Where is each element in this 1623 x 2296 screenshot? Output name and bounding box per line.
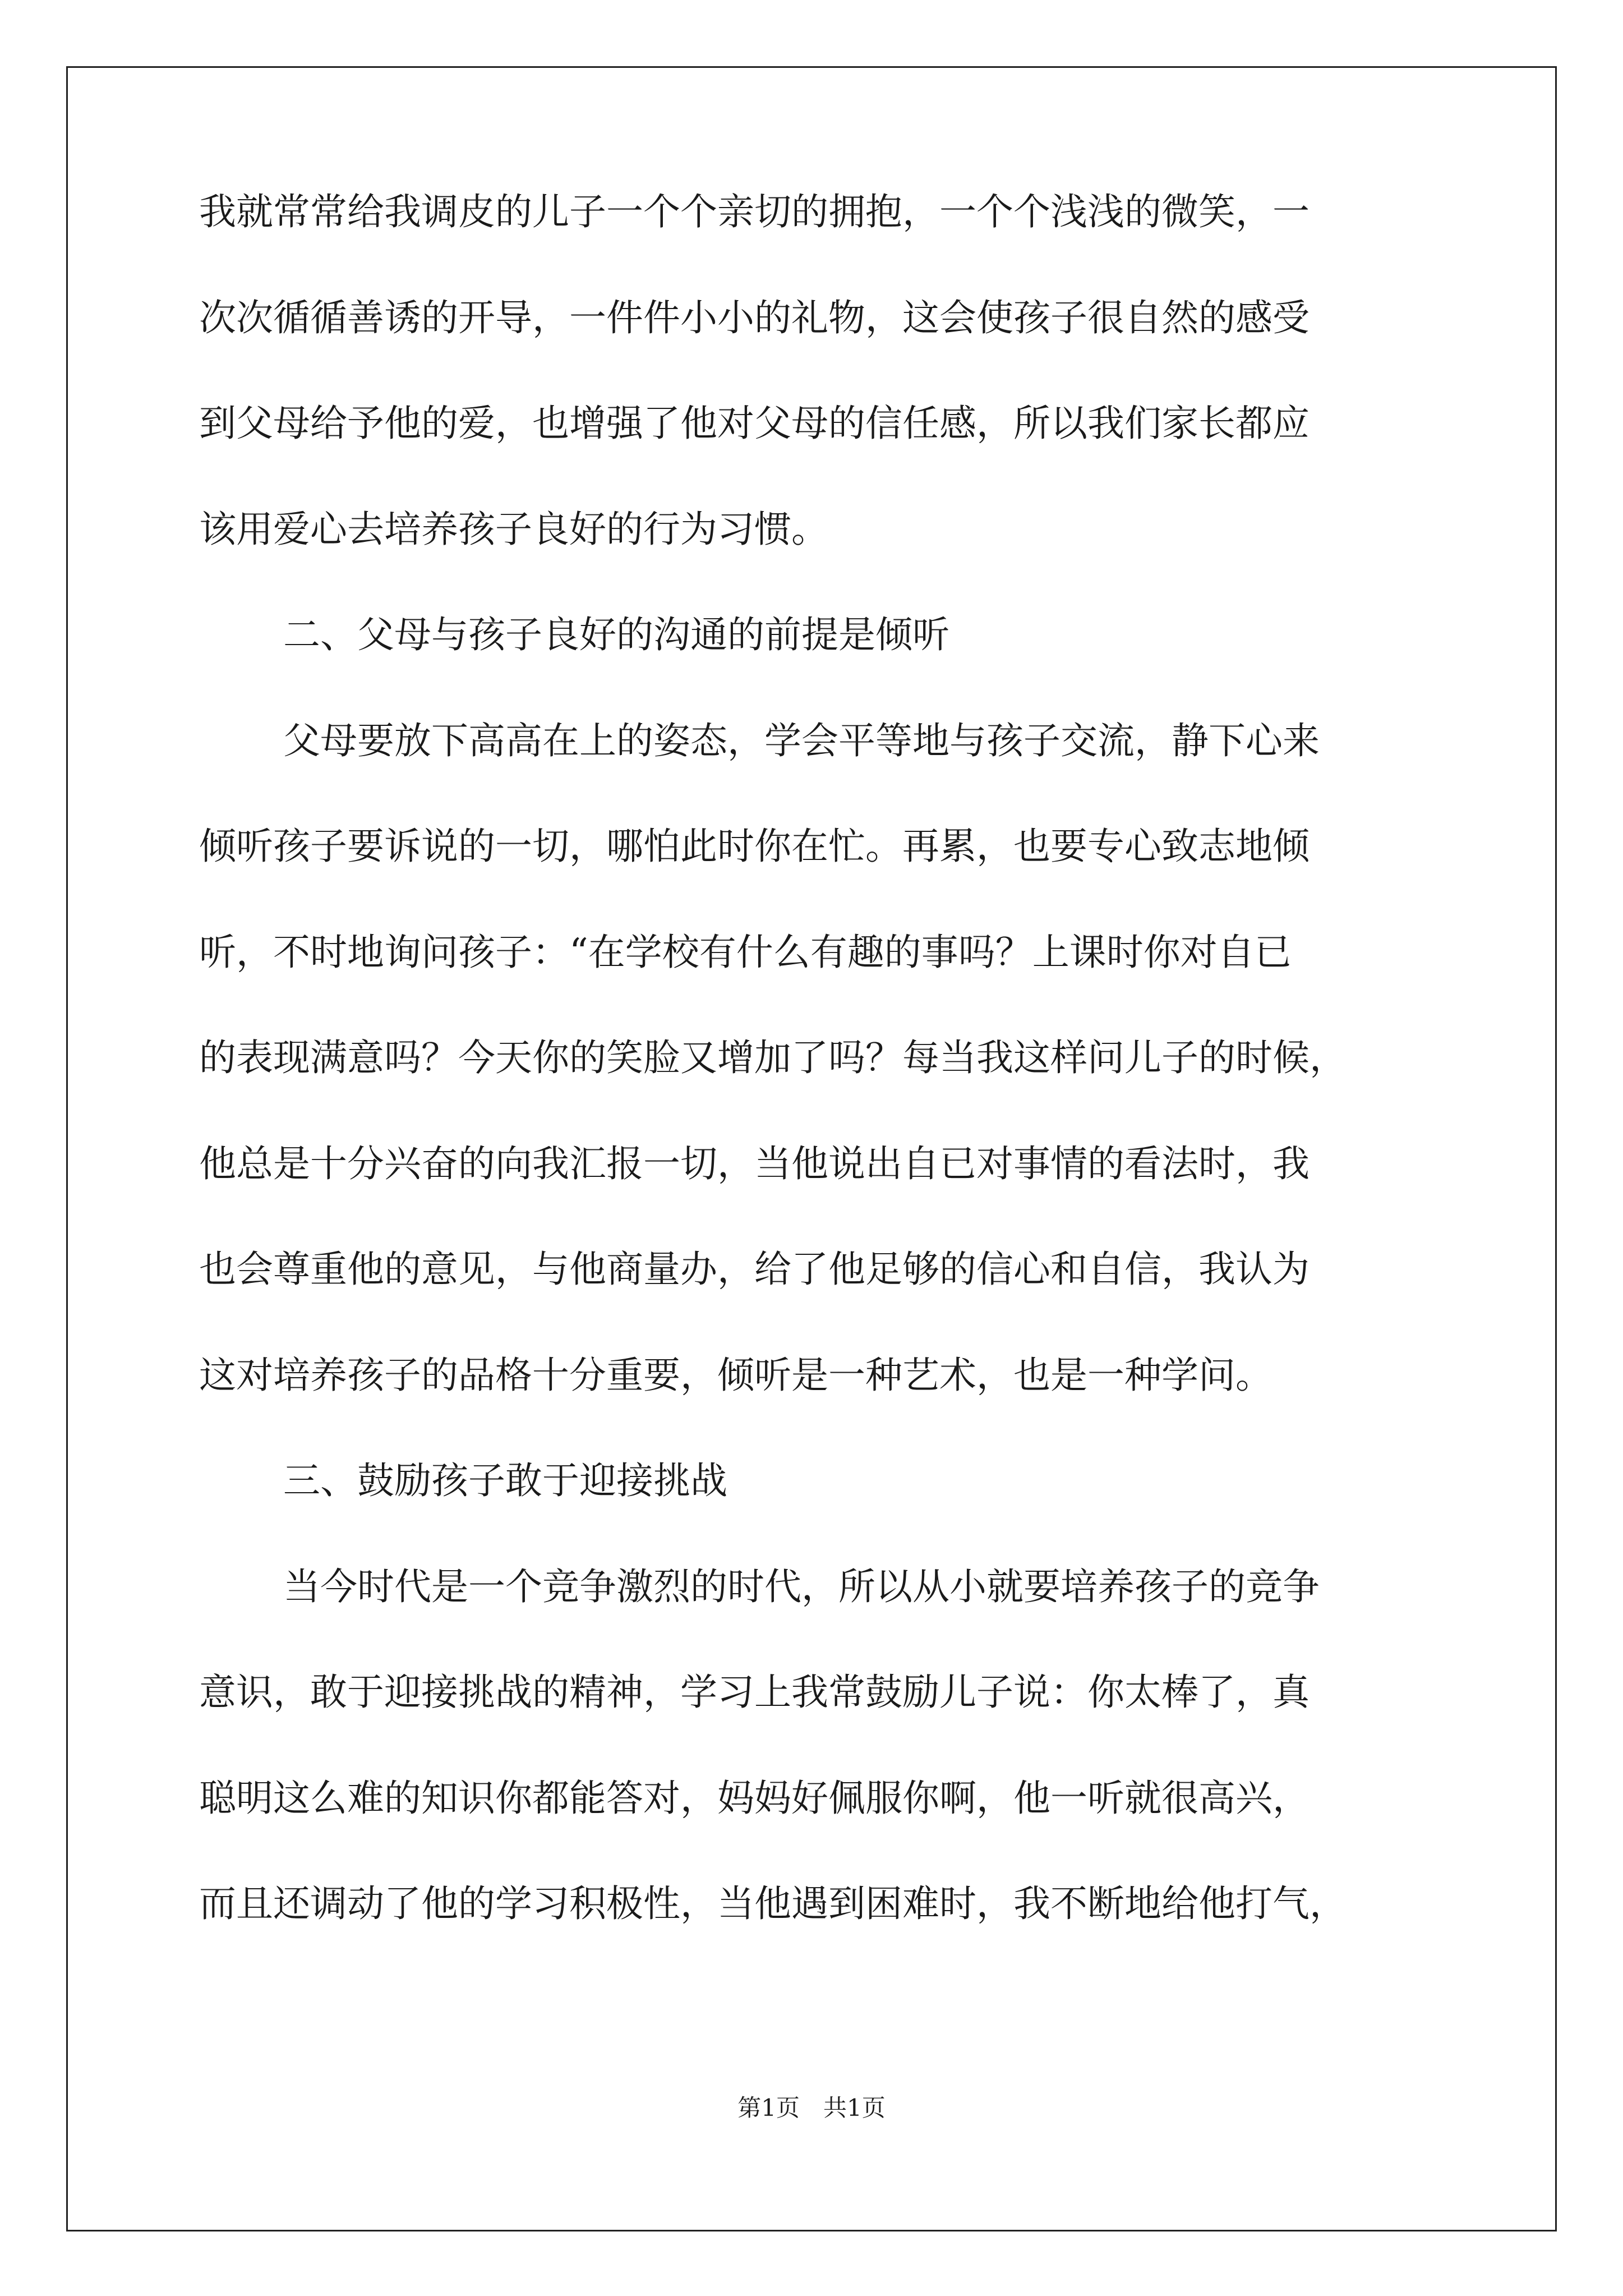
text-line: 他总是十分兴奋的向我汇报一切，当他说出自已对事情的看法时，我 bbox=[199, 1142, 1310, 1185]
text-line: 倾听孩子要诉说的一切，哪怕此时你在忙。再累，也要专心致志地倾 bbox=[199, 825, 1310, 868]
text-line: 的表现满意吗？今天你的笑脸又增加了吗？每当我这样问儿子的时候， bbox=[199, 1036, 1347, 1079]
text-line: 次次循循善诱的开导，一件件小小的礼物，这会使孩子很自然的感受 bbox=[199, 296, 1310, 339]
text-line: 聪明这么难的知识你都能答对，妈妈好佩服你啊，他一听就很高兴， bbox=[199, 1776, 1310, 1820]
text-line: 父母要放下高高在上的姿态，学会平等地与孩子交流，静下心来 bbox=[283, 719, 1320, 762]
text-line: 当今时代是一个竞争激烈的时代，所以从小就要培养孩子的竞争 bbox=[283, 1565, 1320, 1608]
text-line: 这对培养孩子的品格十分重要，倾听是一种艺术，也是一种学问。 bbox=[199, 1353, 1272, 1397]
text-line: 到父母给予他的爱，也增强了他对父母的信任感，所以我们家长都应 bbox=[199, 402, 1310, 445]
text-line: 听，不时地询问孩子：“在学校有什么有趣的事吗？上课时你对自已 bbox=[199, 930, 1292, 974]
page-number-footer: 第1页 共1页 bbox=[737, 2094, 886, 2122]
section-heading: 二、父母与孩子良好的沟通的前提是倾听 bbox=[283, 613, 949, 656]
text-line: 我就常常给我调皮的儿子一个个亲切的拥抱，一个个浅浅的微笑，一 bbox=[199, 190, 1310, 233]
document-body bbox=[199, 190, 1444, 1957]
section-heading: 三、鼓励孩子敢于迎接挑战 bbox=[283, 1459, 727, 1502]
text-line: 也会尊重他的意见，与他商量办，给了他足够的信心和自信，我认为 bbox=[199, 1248, 1310, 1291]
text-line: 该用爱心去培养孩子良好的行为习惯。 bbox=[199, 507, 828, 551]
text-line: 而且还调动了他的学习积极性，当他遇到困难时，我不断地给他打气， bbox=[199, 1882, 1347, 1925]
text-line: 意识，敢于迎接挑战的精神，学习上我常鼓励儿子说：你太棒了，真 bbox=[199, 1671, 1310, 1714]
